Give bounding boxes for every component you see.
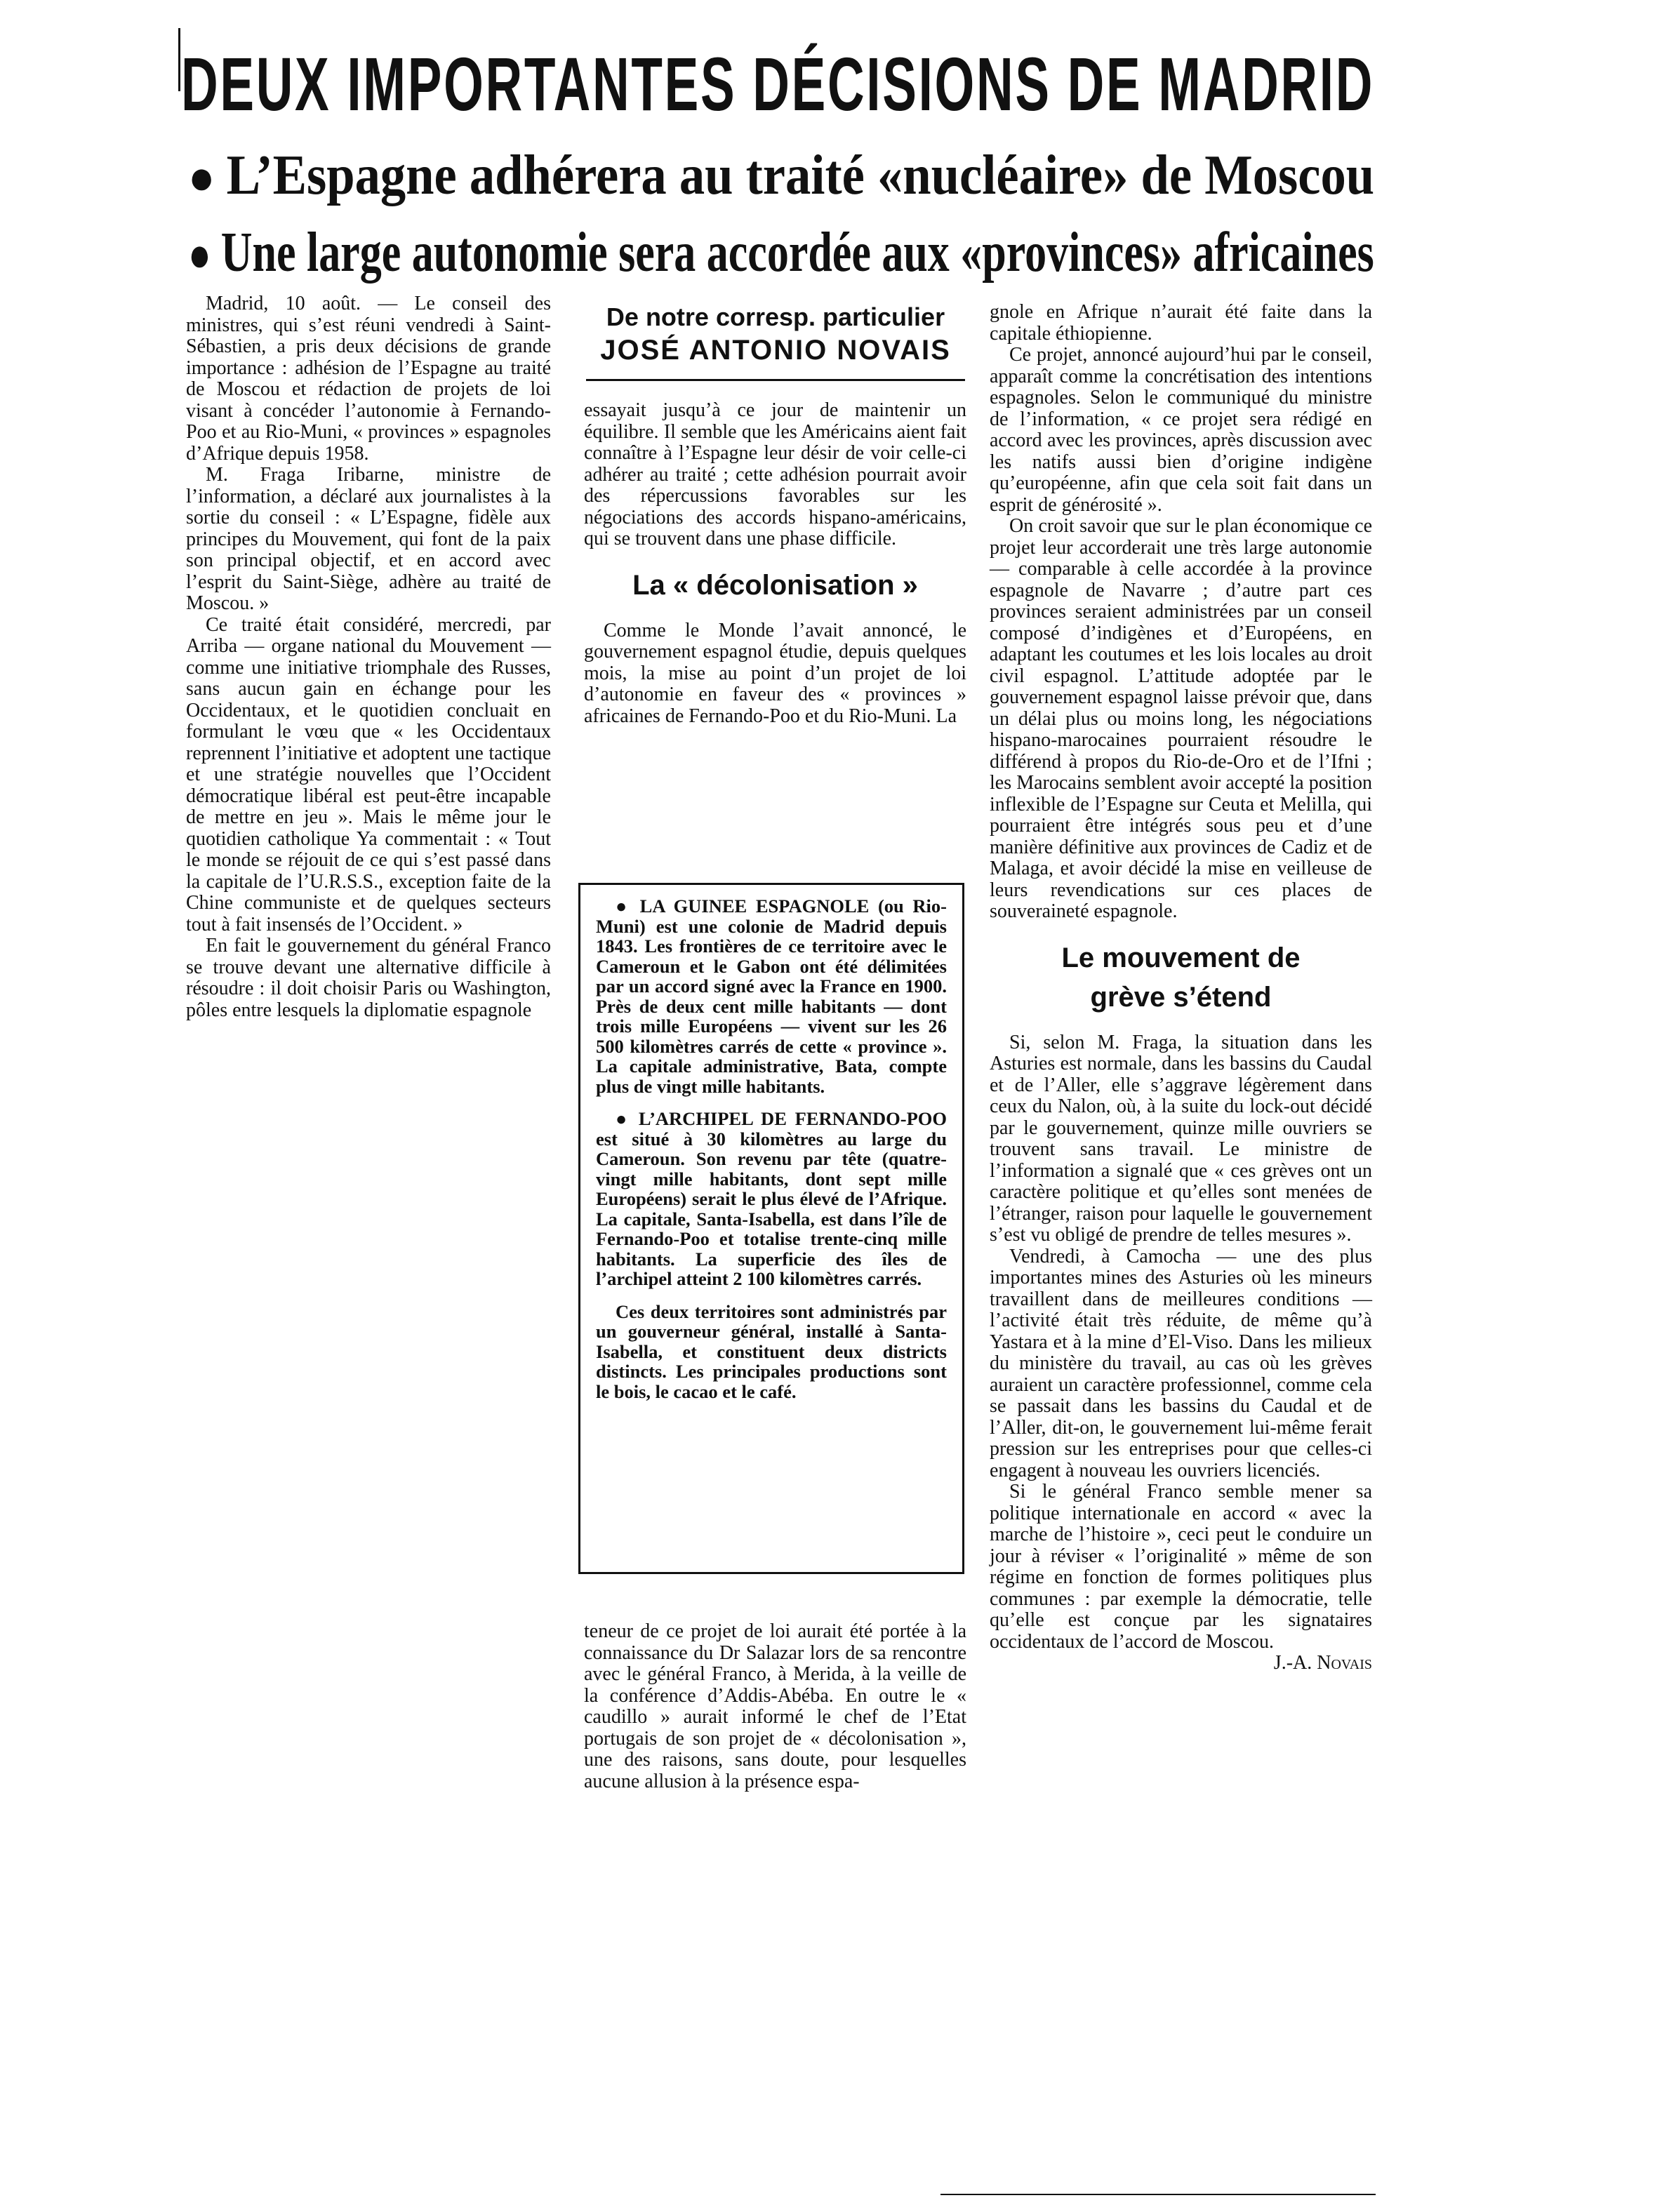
- byline-name: JOSÉ ANTONIO NOVAIS: [600, 335, 951, 366]
- bottom-rule: [940, 2194, 1376, 2195]
- column-3: [990, 302, 1372, 1674]
- subhead-decolonisation: La « décolonisation »: [632, 569, 918, 601]
- paragraph: En fait le gouvernement du général Franco se trouve devant une alternative difficile à résoudre : il doit choisir Paris ou Washington, pôles entre lesquels la diplomatie espagnole: [186, 935, 551, 1021]
- subheadline-1-text: L’Espagne adhérera au traité «nucléaire» de Moscou: [226, 145, 1375, 206]
- paragraph: Comme le Monde l’avait annoncé, le gouvernement espagnol étudie, depuis quelques mois, la mise au point d’un projet de loi d’autonomie en faveur des « provinces » africaines de Fernando-Poo et du Rio-Muni. La: [584, 619, 966, 727]
- subheadline-2-text: Une large autonomie sera accordée aux «provinces» africaines: [220, 222, 1374, 284]
- signature: [990, 1653, 1372, 1674]
- paragraph: On croit savoir que sur le plan économique ce projet leur accorderait une très large autonomie — comparable à celle accordée à la province espagnole de Navarre ; d’autre part ces provinces seraient administrées par un conseil composé d’indigènes et d’Européens, en adaptant les coutumes et les lois locales au droit civil espagnol. L’attitude adoptée par le gouvernement espagnol laisse prévoir que, dans un délai plus ou moins long, les négociations hispano-marocaines pourraient résoudre le différend à propos du Rio-de-Oro et de l’Ifni ; les Marocains semblent avoir accepté la position inflexible de l’Espagne sur Ceuta et Melilla, qui pourraient être intégrés sous peu et d’une manière définitive aux provinces de Cadiz et de Malaga, et avoir décidé la mise en veilleuse de leurs revendications sur ces places de souveraineté espagnole.: [990, 515, 1372, 922]
- bullet-icon: ●: [188, 151, 215, 205]
- bullet-icon: ●: [188, 228, 211, 282]
- column-2-bottom: [584, 1621, 966, 1792]
- paragraph: teneur de ce projet de loi aurait été portée à la connaissance du Dr Salazar lors de sa rencontre avec le général Franco, à Merida, à la veille de la conférence d’Addis-Abéba. En outre le « caudillo » aurait informé le chef de l’Etat portugais de son projet de « décolonisation », une des raisons, sans doute, pour lesquelles aucune allusion à la présence espa-: [584, 1620, 966, 1792]
- sidebar-box: [578, 883, 964, 1574]
- paragraph: Ce traité était considéré, mercredi, par Arriba — organe national du Mouvement — comme une initiative triomphale des Russes, sans aucun gain en échange pour les Occidentaux, et le quotidien concluait en formulant le vœu que « les Occidentaux reprennent l’initiative et adoptent une tactique et une stratégie nouvelles que l’Occident démocratique libéral est peut-être incapable de mettre en jeu ». Mais le même jour le quotidien catholique Ya commentait : « Tout le monde se réjouit de ce qui s’est passé dans la capitale de l’U.R.S.S., exception faite de la Chine communiste et de quelques secteurs tout à fait insensés de l’Occident. »: [186, 613, 551, 935]
- headline-rule: [178, 28, 180, 91]
- paragraph: essayait jusqu’à ce jour de maintenir un équilibre. Il semble que les Américains aient fait connaître à l’Espagne leur désir de voir celle-ci adhérer au traité ; cette adhésion pourrait avoir des répercussions favorables sur les négociations des accords hispano-américains, qui se trouvent dans une phase difficile.: [584, 399, 966, 549]
- byline-prefix: De notre corresp. particulier: [606, 302, 945, 331]
- paragraph: Si le général Franco semble mener sa politique internationale en accord « avec la marche de l’histoire », ceci peut le conduire un jour à réviser « l’originalité » même de son régime en fonction de formes politiques plus communes : par exemple la démocratie, telle qu’elle est conçue par les signataires occidentaux de l’accord de Moscou.: [990, 1481, 1372, 1653]
- paragraph: Madrid, 10 août. — Le conseil des ministres, qui s’est réuni vendredi à Saint-Sébastien, a pris deux décisions de grande importance : adhésion de l’Espagne au traité de Moscou et rédaction de projets de loi visant à concéder l’autonomie à Fernando-Poo et au Rio-Muni, « provinces » espagnoles d’Afrique depuis 1958.: [186, 293, 551, 465]
- paragraph: Vendredi, à Camocha — une des plus importantes mines des Asturies où les mineurs travaillent dans de meilleures conditions — l’activité était très réduite, de même qu’à Yastara et à la mine d’El-Viso. Dans les milieux du ministère du travail, au cas où les grèves auraient un caractère professionnel, comme cela se passait dans les bassins du Caudal et de l’Aller, dit-on, le gouvernement lui-même ferait pression sur les entreprises pour que celles-ci engagent à nouveau les ouvriers licenciés.: [990, 1245, 1372, 1481]
- paragraph: M. Fraga Iribarne, ministre de l’information, a déclaré aux journalistes à la sortie du conseil : « L’Espagne, fidèle aux principes du Mouvement, qui font de la paix son principal objectif, et en accord avec l’esprit du Saint-Siège, adhère au traité de Moscou. »: [186, 464, 551, 614]
- paragraph: Ce projet, annoncé aujourd’hui par le conseil, apparaît comme la concrétisation des intentions espagnoles. Selon le communiqué du ministre de l’information, « ce projet sera rédigé en accord avec les provinces, après discussion avec les natifs aussi bien d’origine indigène qu’européenne, afin que cela soit fait dans un esprit de générosité ».: [990, 344, 1372, 516]
- paragraph: gnole en Afrique n’aurait été faite dans la capitale éthiopienne.: [990, 301, 1372, 345]
- subhead-greve: Le mouvement de grève s’étend: [1061, 942, 1301, 1013]
- box-paragraph-territoires: Ces deux territoires sont administrés par un gouverneur général, installé à Santa-Isabella, et constituent deux districts distincts. Les principales productions sont le bois, le cacao et le café.: [596, 1300, 947, 1402]
- box-paragraph-fernando-poo: ● L’ARCHIPEL DE FERNANDO-POO est situé à 30 kilomètres au large du Cameroun. Son revenu par tête (quatre-vingt mille habitants, dont sept mille Européens) serait le plus élevé de l’Afrique. La capitale, Santa-Isabella, est dans l’île de Fernando-Poo et totalise trente-cinq mille habitants. La superficie des îles de l’archipel atteint 2 100 kilomètres carrés.: [596, 1108, 947, 1289]
- column-2: [584, 400, 966, 727]
- signature-text: J.-A. Novais: [1273, 1652, 1372, 1674]
- subheadline-2: [188, 221, 1374, 287]
- paragraph: Si, selon M. Fraga, la situation dans les Asturies est normale, dans les bassins du Caudal et de l’Aller, elle s’aggrave légèrement dans ceux du Nalon, où, à la suite du lock-out décidé par le gouvernement, quinze mille ouvriers se trouvent sans travail. Le ministre de l’information a signalé que « ces grèves ont un caractère politique et qu’elles sont menées de l’étranger, raison pour laquelle le gouvernement s’est vu obligé de prendre de telles mesures ».: [990, 1031, 1372, 1246]
- byline-rule: [586, 379, 965, 381]
- byline: [586, 302, 965, 368]
- box-paragraph-guinee: ● LA GUINEE ESPAGNOLE (ou Rio-Muni) est une colonie de Madrid depuis 1843. Les frontières de ce territoire avec le Cameroun et le Gabon ont été délimitées par un accord signé avec la France en 1900. Près de deux cent mille habitants — dont trois mille Européens — vivent sur les 26 500 kilomètres carrés de cette « province ». La capitale administrative, Bata, compte plus de vingt mille habitants.: [596, 895, 947, 1097]
- headline: DEUX IMPORTANTES DÉCISIONS DE MADRID: [181, 41, 1375, 126]
- subheadline-1: [188, 144, 1374, 210]
- column-1: [186, 293, 551, 1021]
